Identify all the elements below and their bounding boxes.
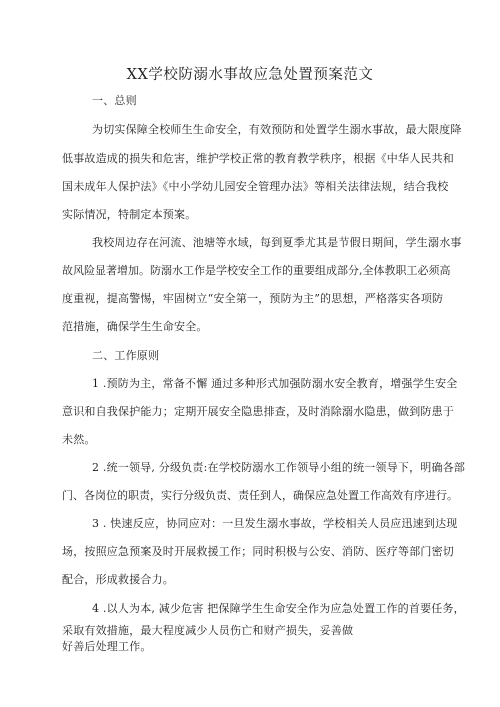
paragraph-line: 实际情况，特制定本预案。 [62, 208, 197, 221]
paragraph-line: 我校周边存在河流、池塘等水域，每到夏季尤其是节假日期间，学生溺水事 [92, 236, 462, 249]
section-heading-principles: 二、工作原则 [92, 349, 160, 362]
paragraph-line: 范措施，确保学生生命安全。 [62, 320, 208, 333]
paragraph-line: 采取有效措施，最大程度减少人员伤亡和财产损失，妥善做 [62, 624, 354, 637]
paragraph-line: 度重视，提高警惕，牢固树立“安全第一，预防为主”的思想，严格落实各项防 [62, 292, 444, 305]
paragraph-line: 3 . 快速反应，协同应对：一旦发生溺水事故，学校相关人员应迅速到达现 [92, 517, 458, 530]
paragraph-line: 未然。 [62, 433, 96, 446]
paragraph-line: 国未成年人保护法》《中小学幼儿园安全管理办法》等相关法律法规，结合我校 [62, 180, 449, 193]
section-heading-general: 一、总则 [92, 94, 137, 107]
paragraph-line: 2 .统一领导, 分级负责:在学校防溺水工作领导小组的统一领导下，明确各部 [92, 461, 466, 474]
paragraph-line: 故风险显著增加。防溺水工作是学校安全工作的重要组成部分,全体教职工必须高 [62, 264, 451, 277]
paragraph-line: 场，按照应急预案及时开展救援工作；同时积极与公安、消防、医疗等部门密切 [62, 545, 454, 558]
paragraph-line: 为切实保障全校师生生命安全，有效预防和处置学生溺水事故，最大限度降 [92, 123, 462, 136]
document-title: XX学校防溺水事故应急处置预案范文 [126, 67, 374, 83]
paragraph-line: 1 .预防为主，常备不懈 通过多种形式加强防溺水安全教育，增强学生安全 [92, 377, 458, 390]
paragraph-line: 4 .以人为本, 减少危害 把保障学生生命安全作为应急处置工作的首要任务， [92, 602, 465, 615]
paragraph-line: 低事故造成的损失和危害，维护学校正常的教育教学秩序，根据《中华人民共和 [62, 152, 454, 165]
paragraph-line: 门、各岗位的职责，实行分级负责、责任到人，确保应急处置工作高效有序进行。 [62, 489, 458, 502]
paragraph-line: 好善后处理工作。 [62, 640, 152, 653]
paragraph-line: 意识和自我保护能力；定期开展安全隐患排查，及时消除溺水隐患，做到防患于 [62, 405, 454, 418]
paragraph-line: 配合，形成救援合力。 [62, 573, 174, 586]
